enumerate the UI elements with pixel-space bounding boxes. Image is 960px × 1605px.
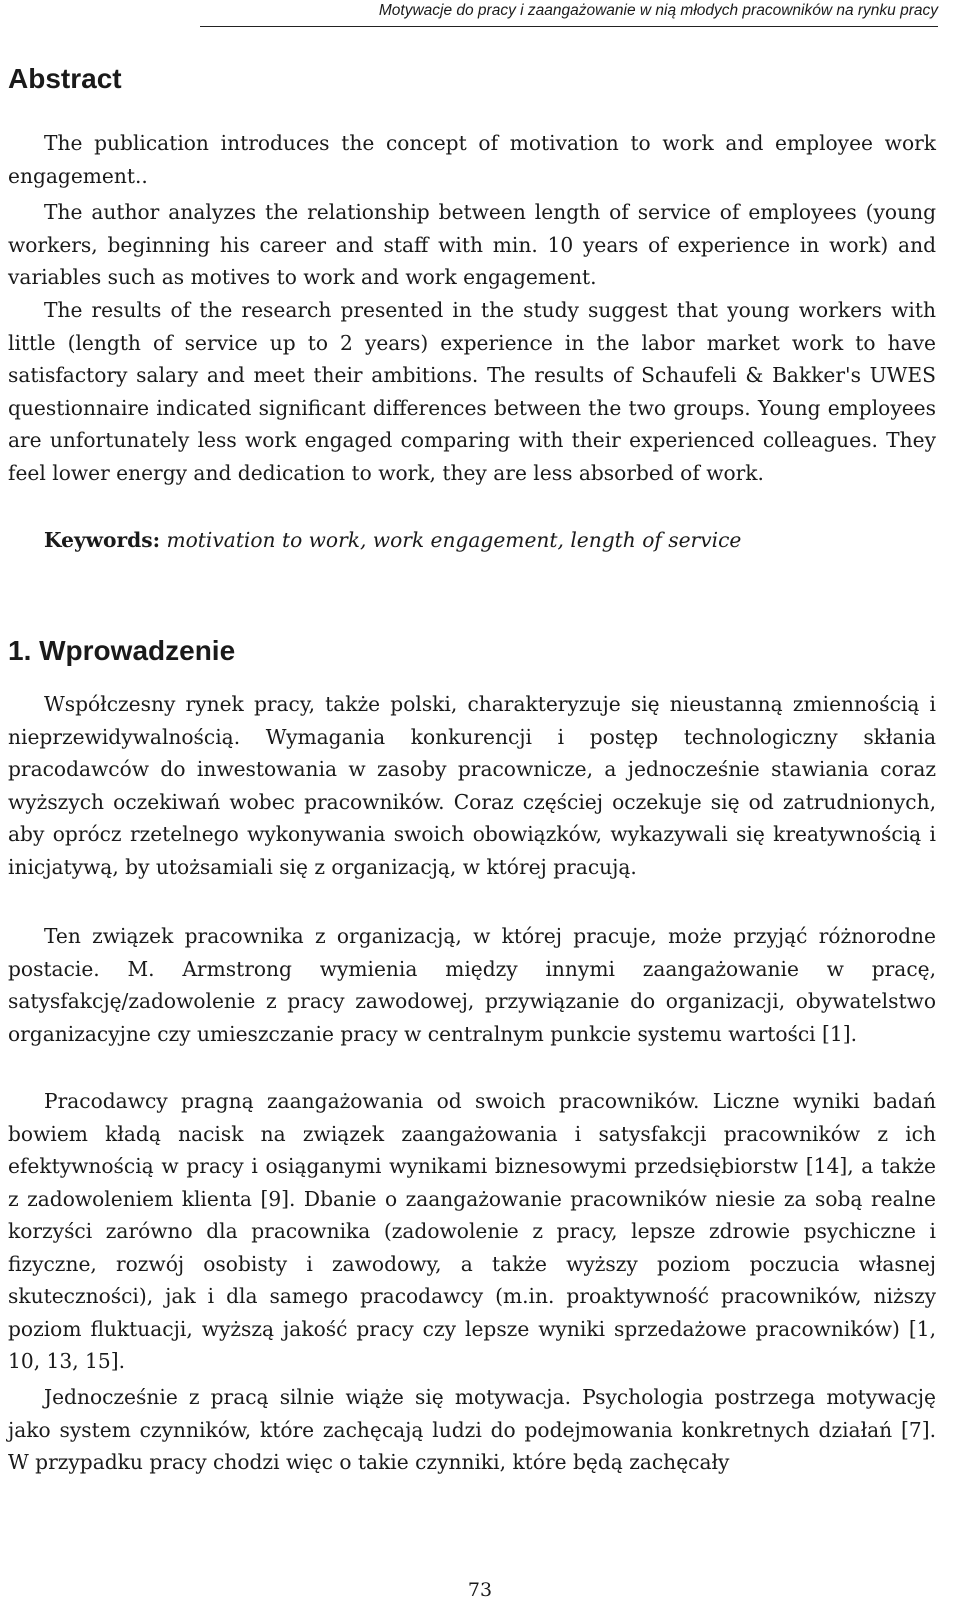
section-heading: 1. Wprowadzenie bbox=[8, 635, 236, 666]
body-paragraph: Ten związek pracownika z organizacją, w której pracuje, może przyjąć różnorodne postacie. M. Armstrong wymienia między innymi zaangażowanie w pracę, satysfakcję/zadowolenie z pracy zawodowej, przywiązanie do organizacji, obywatelstwo organizacyjne czy umieszczanie pracy w centralnym punkcie systemu wartości [1]. bbox=[8, 924, 936, 1046]
keywords-line bbox=[8, 524, 936, 557]
abstract-heading: Abstract bbox=[8, 63, 122, 94]
abstract-paragraph-results: The results of the research presented in the study suggest that young workers with little (length of service up to 2 years) experience in the labor market work to have satisfactory salary and meet their ambitions. The results of Schaufeli & Bakker's UWES questionnaire indicated significant differences between the two groups. Young employees are unfortunately less work engaged comparing with their experienced colleagues. They feel lower energy and dedication to work, they are less absorbed of work. bbox=[8, 298, 936, 485]
abstract-paragraph-intro: The publication introduces the concept of motivation to work and employee work engagement.. bbox=[8, 131, 936, 188]
running-head: Motywacje do pracy i zaangażowanie w nią młodych pracowników na rynku pracy bbox=[200, 0, 938, 27]
keywords-value: motivation to work, work engagement, length of service bbox=[166, 528, 742, 552]
keywords-label: Keywords: bbox=[44, 528, 161, 552]
abstract-paragraph-author: The author analyzes the relationship between length of service of employees (young workers, beginning his career and staff with min. 10 years of experience in work) and variables such as motives to work and work engagement. bbox=[8, 200, 936, 290]
body-paragraph: Jednocześnie z pracą silnie wiąże się motywacja. Psychologia postrzega motywację jako system czynników, które zachęcają ludzi do podejmowania konkretnych działań [7]. W przypadku pracy chodzi więc o takie czynniki, które będą zachęcały bbox=[8, 1385, 936, 1474]
body-paragraph: Współczesny rynek pracy, także polski, charakteryzuje się nieustanną zmiennością i nieprzewidywalnością. Wymagania konkurencji i postęp technologiczny skłania pracodawców do inwestowania w zasoby pracownicze, a jednocześnie stawiania coraz wyższych oczekiwań wobec pracowników. Coraz częściej oczekuje się od zatrudnionych, aby oprócz rzetelnego wykonywania swoich obowiązków, wykazywali się kreatywnością i inicjatywą, by utożsamiali się z organizacją, w której pracują. bbox=[8, 692, 936, 879]
body-paragraph: Pracodawcy pragną zaangażowania od swoich pracowników. Liczne wyniki badań bowiem kładą nacisk na związek zaangażowania i satysfakcji pracowników z ich efektywnością w pracy i osiąganymi wynikami biznesowymi przedsiębiorstw [14], a także z zadowoleniem klienta [9]. Dbanie o zaangażowanie pracowników niesie za sobą realne korzyści zarówno dla pracownika (zadowolenie z pracy, lepsze zdrowie psychiczne i fizyczne, rozwój osobisty i zawodowy, a także wyższy poziom poczucia własnej skuteczności), jak i dla samego pracodawcy (m.in. proaktywność pracowników, niższy poziom fluktuacji, wyższą jakość pracy czy lepsze wyniki sprzedażowe pracowników) [1, 10, 13, 15]. bbox=[8, 1089, 936, 1373]
page-number: 73 bbox=[467, 1579, 493, 1601]
